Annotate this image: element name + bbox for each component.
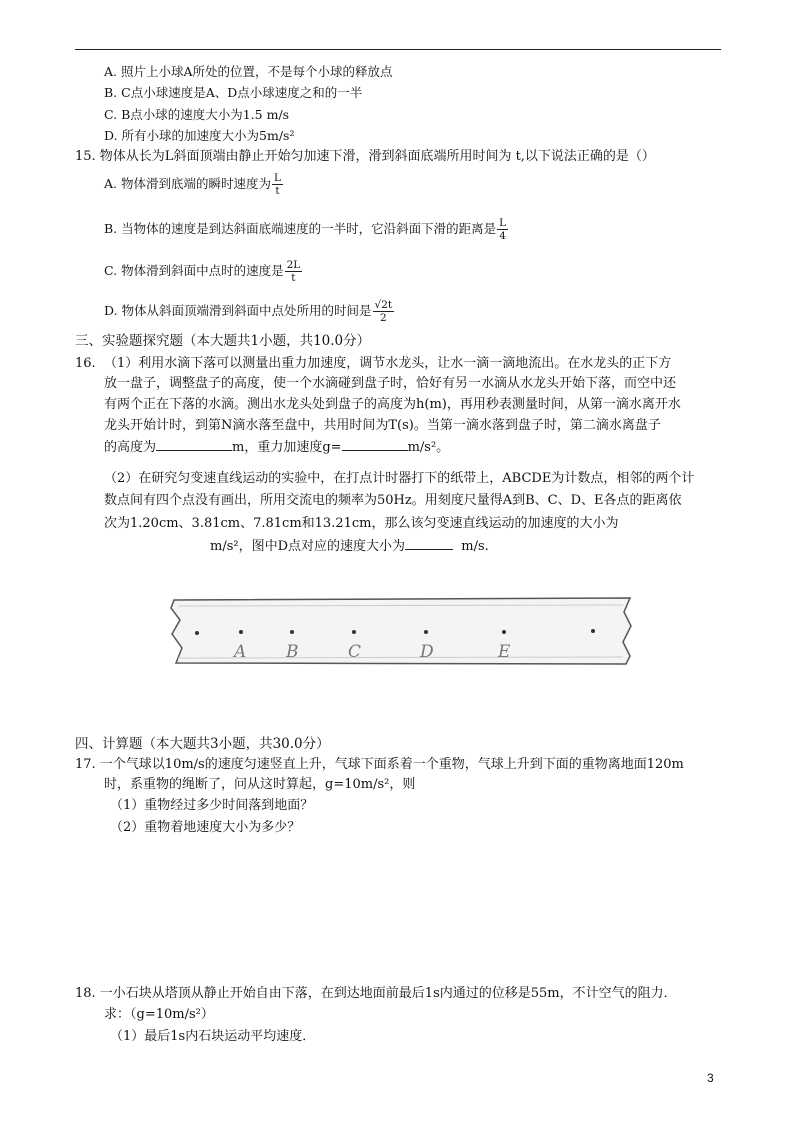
- fraction-denominator: 2: [379, 312, 387, 324]
- paper-tape-figure: [168, 596, 633, 666]
- answer-blank[interactable]: [342, 438, 408, 451]
- q16-p1-line1: （1）利用水滴下落可以测量出重力加速度，调节水龙头，让水一滴一滴地流出。在水龙头的正下方: [104, 356, 672, 371]
- tape-dot-a: [239, 630, 243, 634]
- tape-dot: [591, 629, 595, 633]
- tape-label-c: C: [348, 642, 362, 662]
- tape-dot-e: [502, 630, 506, 634]
- fraction-numerator: 2L: [286, 259, 301, 271]
- fraction-numerator: √2t: [374, 299, 393, 311]
- q17-line1: 17. 一个气球以10m/s的速度匀速竖直上升，气球下面系着一个重物，气球上升到下面的重物离地面120m: [75, 757, 684, 772]
- fraction-numerator: L: [273, 172, 281, 184]
- q16-p1-line3: 有两个正在下落的水滴。测出水龙头处到盘子的高度为h(m)，再用秒表测量时间，从第一滴水离开水: [104, 397, 681, 412]
- q16-p1-line5-b: m，重力加速度g=: [232, 440, 342, 455]
- q14-option-c: C. B点小球的速度大小为1.5 m/s: [104, 107, 290, 122]
- tape-dot-d: [424, 630, 428, 634]
- q16-p1-line4: 龙头开始计时，到第N滴水落至盘中，共用时间为T(s)。当第一滴水落到盘子时，第二滴水离盘子: [104, 418, 661, 433]
- answer-blank[interactable]: [174, 537, 210, 550]
- fraction-denominator: 4: [499, 230, 506, 242]
- fraction-denominator: t: [275, 185, 280, 197]
- q14-option-d: D. 所有小球的加速度大小为5m/s²: [104, 128, 295, 143]
- q17-sub2: （2）重物着地速度大小为多少？: [110, 820, 301, 835]
- q15-option-a-text: A. 物体滑到底端的瞬时速度为: [104, 176, 271, 191]
- q16-p2-line4-a: m/s²，图中D点对应的速度大小为: [210, 539, 406, 554]
- answer-blank[interactable]: [405, 537, 453, 550]
- q15-option-c: [104, 259, 302, 284]
- q15-option-c-text: C. 物体滑到斜面中点时的速度是: [104, 263, 284, 278]
- q16-number: 16.: [75, 356, 96, 371]
- q18-sub1: （1）最后1s内石块运动平均速度．: [110, 1029, 316, 1044]
- q18-line2: 求：（g=10m/s²）: [104, 1007, 214, 1022]
- q15-stem: 15. 物体从长为L斜面顶端由静止开始匀加速下滑，滑到斜面底端所用时间为 t,以下说法正确的是（）: [75, 149, 655, 164]
- tape-dot-b: [290, 630, 294, 634]
- q16-p2-line2: 数点间有四个点没有画出，所用交流电的频率为50Hz。用刻度尺量得A到B、C、D、E各点的距离依: [104, 493, 682, 508]
- fraction: [497, 217, 508, 242]
- tape-dot: [195, 631, 199, 635]
- q16-p2-line4-b: m/s.: [461, 539, 489, 554]
- fraction-numerator: L: [499, 217, 507, 229]
- q16-p1-line5-c: m/s²。: [407, 440, 450, 455]
- q16-p2-line4: [174, 537, 489, 556]
- section-3-heading: 三、实验题探究题（本大题共1小题，共10.0分）: [75, 333, 371, 349]
- fraction: [272, 172, 283, 197]
- q16-p1-line5: [104, 438, 449, 457]
- q17-line2: 时，系重物的绳断了，问从这时算起，g=10m/s²，则: [104, 777, 416, 792]
- fraction-denominator: t: [291, 272, 296, 284]
- q17-sub1: （1）重物经过多少时间落到地面？: [110, 798, 314, 813]
- q14-option-b: B. C点小球速度是A、D点小球速度之和的一半: [104, 85, 363, 100]
- header-rule: [75, 49, 721, 50]
- q18-line1: 18. 一小石块从塔顶从静止开始自由下落，在到达地面前最后1s内通过的位移是55m，不计空气的阻力．: [75, 986, 677, 1001]
- tape-label-b: B: [286, 642, 299, 662]
- q16-p2-line1: （2）在研究匀变速直线运动的实验中，在打点计时器打下的纸带上，ABCDE为计数点，相邻的两个计: [104, 471, 695, 486]
- answer-blank[interactable]: [156, 438, 232, 451]
- q15-option-d-text: D. 物体从斜面顶端滑到斜面中点处所用的时间是: [104, 303, 372, 318]
- q16-p1-line2: 放一盘子，调整盘子的高度，使一个水滴碰到盘子时，恰好有另一水滴从水龙头开始下落，而空中还: [104, 376, 677, 391]
- section-4-heading: 四、计算题（本大题共3小题，共30.0分）: [75, 736, 330, 752]
- tape-dot-c: [352, 630, 356, 634]
- page-number: 3: [707, 1071, 714, 1085]
- q16-p2-line3: 次为1.20cm、3.81cm、7.81cm和13.21cm，那么该匀变速直线运动的加速度的大小为: [104, 516, 619, 531]
- fraction: [373, 299, 395, 324]
- tape-label-d: D: [420, 642, 434, 662]
- q15-option-b-text: B. 当物体的速度是到达斜面底端速度的一半时，它沿斜面下滑的距离是: [104, 221, 497, 236]
- q15-option-b: [104, 217, 508, 242]
- q15-option-d: [104, 299, 394, 324]
- q15-option-a: [104, 172, 283, 197]
- q16-p1-line5-a: 的高度为: [104, 440, 157, 455]
- q14-option-a: A. 照片上小球A所处的位置，不是每个小球的释放点: [104, 64, 393, 79]
- tape-label-a: A: [234, 642, 247, 662]
- fraction: [285, 259, 303, 284]
- tape-label-e: E: [498, 642, 511, 662]
